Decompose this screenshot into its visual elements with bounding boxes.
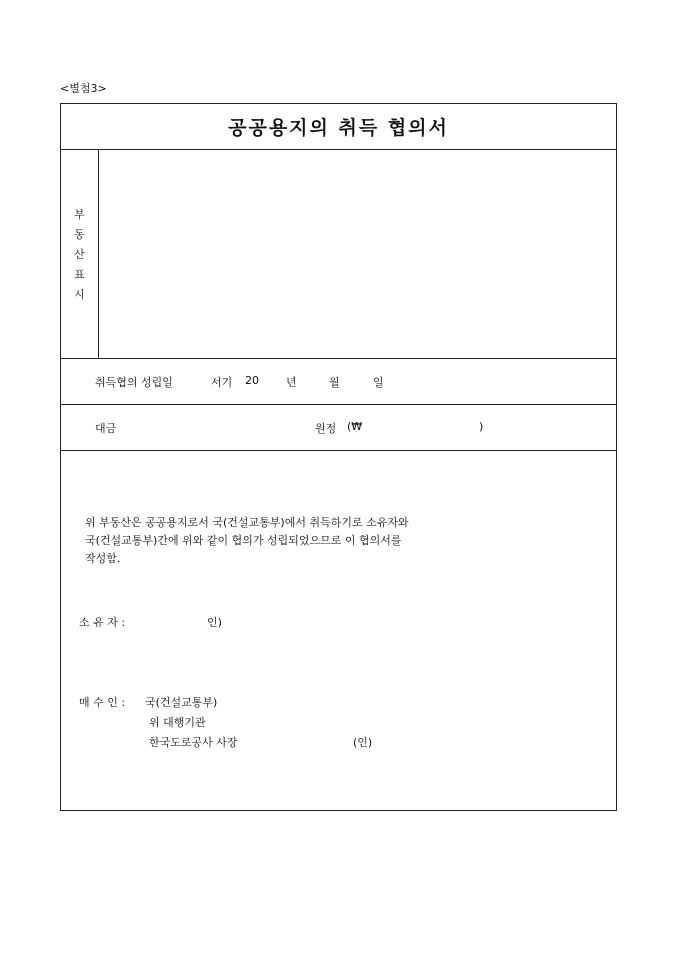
agreement-date-row (61, 359, 616, 405)
agreement-date-label: 취득협의 성립일 (95, 376, 173, 389)
price-label: 대금 (95, 422, 117, 435)
property-label-cell (61, 150, 99, 358)
era-label: 서기 (211, 376, 233, 389)
buyer-seal: (인) (353, 736, 373, 749)
attachment-label: <별첨3> (60, 82, 107, 95)
price-open-paren: (₩ (347, 420, 363, 433)
price-row (61, 405, 616, 451)
buyer-name: 국(건설교통부) (145, 696, 218, 709)
owner-seal: 인) (207, 616, 222, 629)
year-prefix: 20 (245, 374, 259, 387)
month-unit: 월 (329, 376, 340, 389)
property-label-char: 시 (74, 288, 85, 301)
buyer-agent-name: 한국도로공사 사장 (149, 736, 238, 749)
price-close-paren: ) (479, 420, 484, 433)
buyer-agent-label: 위 대행기관 (149, 716, 206, 729)
form-title: 공공용지의 취득 협의서 (61, 104, 616, 150)
won-label: 원정 (315, 422, 337, 435)
owner-label: 소 유 자 : (79, 616, 126, 629)
statement-line: 위 부동산은 공공용지로서 국(건설교통부)에서 취득하기로 소유자와 (85, 516, 409, 529)
property-label-char: 산 (74, 248, 85, 261)
property-description-field[interactable] (99, 150, 616, 358)
statement-text (85, 514, 409, 568)
statement-line: 작성함. (85, 552, 121, 565)
property-label-char: 표 (74, 268, 85, 281)
year-unit: 년 (286, 376, 297, 389)
day-unit: 일 (373, 376, 384, 389)
agreement-form (60, 103, 617, 811)
buyer-label: 매 수 인 : (79, 696, 126, 709)
statement-line: 국(건설교통부)간에 위와 같이 협의가 성립되었으므로 이 협의서를 (85, 534, 402, 547)
property-label-char: 부 (74, 208, 85, 221)
property-label-char: 동 (74, 228, 85, 241)
property-section (61, 150, 616, 359)
